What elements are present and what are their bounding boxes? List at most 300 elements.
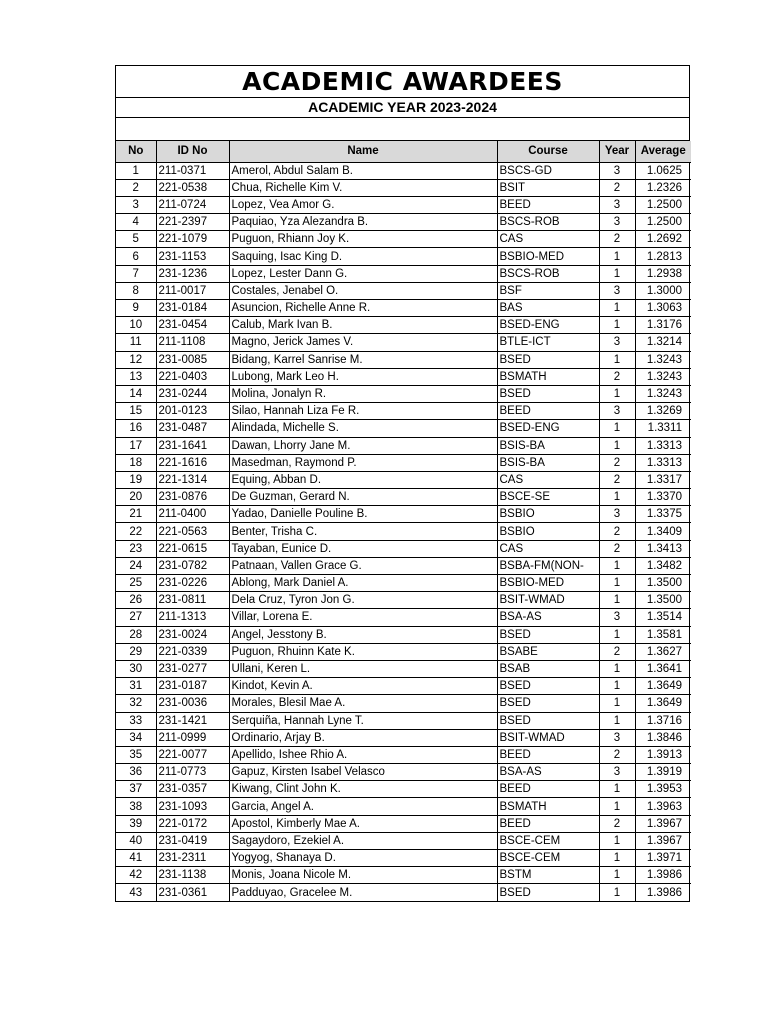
cell-average: 1.3967 — [635, 832, 691, 849]
table-row — [116, 660, 691, 677]
cell-year: 3 — [599, 506, 635, 523]
cell-id: 231-1641 — [156, 437, 229, 454]
cell-id: 221-0339 — [156, 643, 229, 660]
cell-year: 1 — [599, 575, 635, 592]
cell-year: 3 — [599, 162, 635, 179]
cell-no: 11 — [116, 334, 156, 351]
cell-name: Puguon, Rhiann Joy K. — [229, 231, 497, 248]
cell-name: Masedman, Raymond P. — [229, 454, 497, 471]
cell-no: 2 — [116, 179, 156, 196]
cell-name: Sagaydoro, Ezekiel A. — [229, 832, 497, 849]
cell-no: 36 — [116, 764, 156, 781]
cell-id: 221-0403 — [156, 368, 229, 385]
table-row — [116, 712, 691, 729]
cell-course: BSIT-WMAD — [497, 729, 599, 746]
table-row — [116, 626, 691, 643]
cell-no: 10 — [116, 317, 156, 334]
cell-course: BSCE-SE — [497, 489, 599, 506]
cell-year: 1 — [599, 300, 635, 317]
cell-name: Lubong, Mark Leo H. — [229, 368, 497, 385]
table-row — [116, 695, 691, 712]
cell-no: 26 — [116, 592, 156, 609]
cell-year: 2 — [599, 523, 635, 540]
cell-name: Amerol, Abdul Salam B. — [229, 162, 497, 179]
cell-name: Dawan, Lhorry Jane M. — [229, 437, 497, 454]
cell-course: BSED — [497, 626, 599, 643]
cell-year: 3 — [599, 214, 635, 231]
cell-course: BSBA-FM(NON- — [497, 557, 599, 574]
cell-course: BSBIO — [497, 506, 599, 523]
cell-average: 1.3409 — [635, 523, 691, 540]
cell-year: 1 — [599, 798, 635, 815]
table-row — [116, 196, 691, 213]
cell-average: 1.3269 — [635, 403, 691, 420]
cell-no: 23 — [116, 540, 156, 557]
cell-no: 42 — [116, 867, 156, 884]
cell-course: BSBIO — [497, 523, 599, 540]
cell-name: Costales, Jenabel O. — [229, 282, 497, 299]
table-row — [116, 781, 691, 798]
table-row — [116, 385, 691, 402]
cell-no: 29 — [116, 643, 156, 660]
cell-id: 231-0036 — [156, 695, 229, 712]
cell-year: 2 — [599, 815, 635, 832]
cell-average: 1.3641 — [635, 660, 691, 677]
cell-year: 1 — [599, 385, 635, 402]
cell-year: 3 — [599, 282, 635, 299]
table-row — [116, 162, 691, 179]
cell-no: 43 — [116, 884, 156, 901]
cell-name: Patnaan, Vallen Grace G. — [229, 557, 497, 574]
table-row — [116, 317, 691, 334]
cell-id: 231-2311 — [156, 850, 229, 867]
cell-id: 231-0454 — [156, 317, 229, 334]
table-row — [116, 850, 691, 867]
cell-average: 1.3514 — [635, 609, 691, 626]
cell-no: 28 — [116, 626, 156, 643]
cell-id: 211-1313 — [156, 609, 229, 626]
cell-average: 1.3063 — [635, 300, 691, 317]
table-row — [116, 489, 691, 506]
cell-id: 231-0277 — [156, 660, 229, 677]
cell-name: De Guzman, Gerard N. — [229, 489, 497, 506]
cell-year: 1 — [599, 867, 635, 884]
cell-id: 201-0123 — [156, 403, 229, 420]
cell-id: 221-1314 — [156, 471, 229, 488]
cell-average: 1.3581 — [635, 626, 691, 643]
cell-no: 32 — [116, 695, 156, 712]
table-row — [116, 575, 691, 592]
table-row — [116, 265, 691, 282]
page-title: ACADEMIC AWARDEES — [116, 66, 689, 98]
cell-course: BSTM — [497, 867, 599, 884]
table-row — [116, 729, 691, 746]
cell-average: 1.3913 — [635, 746, 691, 763]
cell-average: 1.3500 — [635, 592, 691, 609]
cell-average: 1.3482 — [635, 557, 691, 574]
cell-no: 12 — [116, 351, 156, 368]
cell-name: Chua, Richelle Kim V. — [229, 179, 497, 196]
cell-average: 1.3000 — [635, 282, 691, 299]
table-row — [116, 351, 691, 368]
cell-year: 3 — [599, 403, 635, 420]
cell-name: Lopez, Vea Amor G. — [229, 196, 497, 213]
cell-id: 231-0876 — [156, 489, 229, 506]
cell-course: BTLE-ICT — [497, 334, 599, 351]
cell-id: 221-1079 — [156, 231, 229, 248]
cell-no: 35 — [116, 746, 156, 763]
cell-average: 1.3311 — [635, 420, 691, 437]
cell-id: 231-0085 — [156, 351, 229, 368]
cell-year: 1 — [599, 678, 635, 695]
cell-name: Villar, Lorena E. — [229, 609, 497, 626]
table-row — [116, 179, 691, 196]
cell-name: Apellido, Ishee Rhio A. — [229, 746, 497, 763]
cell-average: 1.3243 — [635, 351, 691, 368]
awardees-sheet — [115, 65, 690, 902]
cell-no: 30 — [116, 660, 156, 677]
cell-average: 1.3971 — [635, 850, 691, 867]
cell-no: 39 — [116, 815, 156, 832]
cell-name: Kindot, Kevin A. — [229, 678, 497, 695]
cell-no: 14 — [116, 385, 156, 402]
cell-name: Magno, Jerick James V. — [229, 334, 497, 351]
table-row — [116, 231, 691, 248]
table-row — [116, 403, 691, 420]
cell-course: BSMATH — [497, 798, 599, 815]
cell-name: Apostol, Kimberly Mae A. — [229, 815, 497, 832]
cell-course: BSED-ENG — [497, 317, 599, 334]
blank-row — [116, 118, 689, 141]
cell-id: 211-0400 — [156, 506, 229, 523]
cell-no: 41 — [116, 850, 156, 867]
cell-no: 20 — [116, 489, 156, 506]
table-row — [116, 506, 691, 523]
table-row — [116, 884, 691, 901]
cell-id: 231-0024 — [156, 626, 229, 643]
cell-name: Lopez, Lester Dann G. — [229, 265, 497, 282]
column-header-name: Name — [229, 141, 497, 162]
table-row — [116, 678, 691, 695]
cell-year: 1 — [599, 248, 635, 265]
table-row — [116, 248, 691, 265]
cell-average: 1.3967 — [635, 815, 691, 832]
cell-no: 21 — [116, 506, 156, 523]
table-row — [116, 557, 691, 574]
cell-id: 231-1093 — [156, 798, 229, 815]
cell-year: 1 — [599, 660, 635, 677]
table-row — [116, 437, 691, 454]
cell-course: CAS — [497, 471, 599, 488]
cell-year: 2 — [599, 231, 635, 248]
cell-year: 1 — [599, 351, 635, 368]
cell-year: 1 — [599, 626, 635, 643]
cell-id: 231-0811 — [156, 592, 229, 609]
cell-name: Gapuz, Kirsten Isabel Velasco — [229, 764, 497, 781]
table-row — [116, 471, 691, 488]
cell-name: Silao, Hannah Liza Fe R. — [229, 403, 497, 420]
cell-name: Morales, Blesil Mae A. — [229, 695, 497, 712]
cell-no: 7 — [116, 265, 156, 282]
cell-course: BSA-AS — [497, 764, 599, 781]
cell-average: 1.3986 — [635, 884, 691, 901]
cell-id: 231-0226 — [156, 575, 229, 592]
cell-course: BSAB — [497, 660, 599, 677]
table-row — [116, 420, 691, 437]
cell-id: 211-0724 — [156, 196, 229, 213]
cell-average: 1.2326 — [635, 179, 691, 196]
cell-average: 1.3716 — [635, 712, 691, 729]
cell-name: Kiwang, Clint John K. — [229, 781, 497, 798]
cell-name: Tayaban, Eunice D. — [229, 540, 497, 557]
cell-average: 1.3846 — [635, 729, 691, 746]
cell-id: 211-0999 — [156, 729, 229, 746]
cell-average: 1.3176 — [635, 317, 691, 334]
cell-year: 3 — [599, 764, 635, 781]
cell-no: 15 — [116, 403, 156, 420]
cell-course: CAS — [497, 231, 599, 248]
cell-no: 19 — [116, 471, 156, 488]
cell-id: 221-1616 — [156, 454, 229, 471]
cell-id: 211-0017 — [156, 282, 229, 299]
cell-average: 1.3214 — [635, 334, 691, 351]
cell-name: Yogyog, Shanaya D. — [229, 850, 497, 867]
table-row — [116, 798, 691, 815]
table-row — [116, 815, 691, 832]
cell-no: 16 — [116, 420, 156, 437]
cell-name: Garcia, Angel A. — [229, 798, 497, 815]
cell-course: BSED — [497, 385, 599, 402]
cell-no: 33 — [116, 712, 156, 729]
cell-year: 2 — [599, 471, 635, 488]
cell-course: BSBIO-MED — [497, 248, 599, 265]
cell-course: BSCE-CEM — [497, 850, 599, 867]
cell-average: 1.3375 — [635, 506, 691, 523]
cell-name: Benter, Trisha C. — [229, 523, 497, 540]
cell-year: 1 — [599, 695, 635, 712]
cell-course: BSED — [497, 695, 599, 712]
cell-course: BSED — [497, 678, 599, 695]
table-row — [116, 764, 691, 781]
table-row — [116, 867, 691, 884]
cell-name: Monis, Joana Nicole M. — [229, 867, 497, 884]
column-header-year: Year — [599, 141, 635, 162]
table-row — [116, 523, 691, 540]
cell-course: BSIT — [497, 179, 599, 196]
cell-no: 22 — [116, 523, 156, 540]
awardees-table — [116, 141, 691, 901]
cell-year: 1 — [599, 265, 635, 282]
cell-course: BSBIO-MED — [497, 575, 599, 592]
cell-year: 1 — [599, 884, 635, 901]
cell-year: 1 — [599, 781, 635, 798]
cell-name: Padduyao, Gracelee M. — [229, 884, 497, 901]
cell-id: 231-0357 — [156, 781, 229, 798]
cell-name: Dela Cruz, Tyron Jon G. — [229, 592, 497, 609]
cell-id: 231-1138 — [156, 867, 229, 884]
cell-course: BSCS-ROB — [497, 214, 599, 231]
cell-course: BSIT-WMAD — [497, 592, 599, 609]
table-row — [116, 746, 691, 763]
column-header-no: No — [116, 141, 156, 162]
cell-name: Bidang, Karrel Sanrise M. — [229, 351, 497, 368]
cell-year: 2 — [599, 540, 635, 557]
cell-average: 1.3627 — [635, 643, 691, 660]
cell-year: 1 — [599, 832, 635, 849]
cell-id: 231-0244 — [156, 385, 229, 402]
cell-average: 1.2938 — [635, 265, 691, 282]
cell-year: 1 — [599, 317, 635, 334]
cell-average: 1.2500 — [635, 196, 691, 213]
cell-average: 1.3919 — [635, 764, 691, 781]
cell-name: Yadao, Danielle Pouline B. — [229, 506, 497, 523]
cell-average: 1.2813 — [635, 248, 691, 265]
cell-no: 25 — [116, 575, 156, 592]
cell-id: 221-0563 — [156, 523, 229, 540]
cell-course: BSED-ENG — [497, 420, 599, 437]
cell-year: 1 — [599, 557, 635, 574]
cell-year: 2 — [599, 454, 635, 471]
cell-id: 221-0077 — [156, 746, 229, 763]
cell-name: Puguon, Rhuinn Kate K. — [229, 643, 497, 660]
cell-id: 231-0782 — [156, 557, 229, 574]
cell-name: Serquiña, Hannah Lyne T. — [229, 712, 497, 729]
cell-course: BSCE-CEM — [497, 832, 599, 849]
cell-id: 231-0184 — [156, 300, 229, 317]
cell-average: 1.3953 — [635, 781, 691, 798]
cell-average: 1.3963 — [635, 798, 691, 815]
column-header-course: Course — [497, 141, 599, 162]
cell-average: 1.3317 — [635, 471, 691, 488]
table-row — [116, 334, 691, 351]
cell-year: 2 — [599, 368, 635, 385]
cell-no: 13 — [116, 368, 156, 385]
cell-course: BEED — [497, 781, 599, 798]
cell-year: 2 — [599, 746, 635, 763]
cell-no: 1 — [116, 162, 156, 179]
cell-no: 18 — [116, 454, 156, 471]
cell-year: 1 — [599, 712, 635, 729]
cell-average: 1.3313 — [635, 454, 691, 471]
cell-name: Equing, Abban D. — [229, 471, 497, 488]
cell-average: 1.2500 — [635, 214, 691, 231]
table-row — [116, 214, 691, 231]
table-row — [116, 609, 691, 626]
cell-course: BSCS-GD — [497, 162, 599, 179]
cell-no: 37 — [116, 781, 156, 798]
page-subtitle: ACADEMIC YEAR 2023-2024 — [116, 98, 689, 118]
cell-course: BEED — [497, 196, 599, 213]
cell-id: 231-0487 — [156, 420, 229, 437]
cell-average: 1.3313 — [635, 437, 691, 454]
cell-name: Ullani, Keren L. — [229, 660, 497, 677]
cell-no: 6 — [116, 248, 156, 265]
cell-year: 3 — [599, 196, 635, 213]
cell-name: Molina, Jonalyn R. — [229, 385, 497, 402]
cell-year: 1 — [599, 437, 635, 454]
cell-average: 1.3500 — [635, 575, 691, 592]
cell-course: BSIS-BA — [497, 437, 599, 454]
cell-average: 1.3649 — [635, 678, 691, 695]
cell-no: 8 — [116, 282, 156, 299]
cell-name: Ordinario, Arjay B. — [229, 729, 497, 746]
cell-id: 231-0419 — [156, 832, 229, 849]
cell-year: 1 — [599, 489, 635, 506]
cell-no: 27 — [116, 609, 156, 626]
cell-no: 34 — [116, 729, 156, 746]
table-row — [116, 540, 691, 557]
cell-average: 1.3986 — [635, 867, 691, 884]
cell-id: 211-0371 — [156, 162, 229, 179]
table-row — [116, 300, 691, 317]
cell-name: Paquiao, Yza Alezandra B. — [229, 214, 497, 231]
cell-course: BSED — [497, 351, 599, 368]
cell-year: 2 — [599, 643, 635, 660]
cell-no: 4 — [116, 214, 156, 231]
cell-id: 221-0615 — [156, 540, 229, 557]
cell-name: Ablong, Mark Daniel A. — [229, 575, 497, 592]
column-header-id: ID No — [156, 141, 229, 162]
cell-id: 221-2397 — [156, 214, 229, 231]
cell-average: 1.3649 — [635, 695, 691, 712]
table-row — [116, 282, 691, 299]
cell-no: 24 — [116, 557, 156, 574]
cell-year: 2 — [599, 179, 635, 196]
cell-course: BEED — [497, 746, 599, 763]
cell-no: 9 — [116, 300, 156, 317]
cell-name: Alindada, Michelle S. — [229, 420, 497, 437]
cell-average: 1.3413 — [635, 540, 691, 557]
cell-name: Asuncion, Richelle Anne R. — [229, 300, 497, 317]
cell-course: BAS — [497, 300, 599, 317]
cell-no: 3 — [116, 196, 156, 213]
table-row — [116, 368, 691, 385]
cell-average: 1.3243 — [635, 368, 691, 385]
cell-id: 221-0172 — [156, 815, 229, 832]
cell-average: 1.3243 — [635, 385, 691, 402]
cell-course: CAS — [497, 540, 599, 557]
cell-course: BSCS-ROB — [497, 265, 599, 282]
cell-name: Angel, Jesstony B. — [229, 626, 497, 643]
cell-year: 3 — [599, 609, 635, 626]
cell-course: BSF — [497, 282, 599, 299]
cell-year: 3 — [599, 334, 635, 351]
cell-course: BSED — [497, 712, 599, 729]
table-row — [116, 832, 691, 849]
cell-average: 1.0625 — [635, 162, 691, 179]
cell-id: 231-1153 — [156, 248, 229, 265]
cell-id: 231-0187 — [156, 678, 229, 695]
table-row — [116, 454, 691, 471]
cell-course: BEED — [497, 815, 599, 832]
cell-id: 211-1108 — [156, 334, 229, 351]
cell-id: 231-1421 — [156, 712, 229, 729]
cell-year: 1 — [599, 850, 635, 867]
table-header-row — [116, 141, 691, 162]
cell-no: 31 — [116, 678, 156, 695]
cell-course: BSA-AS — [497, 609, 599, 626]
cell-course: BSIS-BA — [497, 454, 599, 471]
table-row — [116, 592, 691, 609]
cell-average: 1.3370 — [635, 489, 691, 506]
cell-no: 17 — [116, 437, 156, 454]
cell-id: 221-0538 — [156, 179, 229, 196]
cell-year: 3 — [599, 729, 635, 746]
cell-no: 40 — [116, 832, 156, 849]
cell-course: BSED — [497, 884, 599, 901]
cell-no: 5 — [116, 231, 156, 248]
cell-name: Saquing, Isac King D. — [229, 248, 497, 265]
